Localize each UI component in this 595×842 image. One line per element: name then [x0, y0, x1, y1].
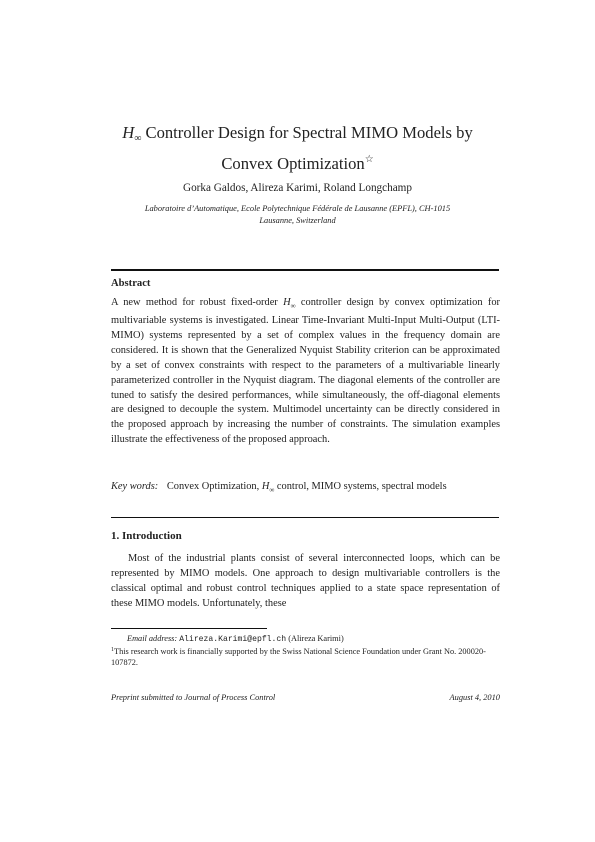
keywords — [111, 480, 500, 498]
abstract-h-symbol: H — [283, 297, 291, 308]
title-h-symbol: H — [122, 123, 135, 142]
abstract-top-rule — [111, 269, 499, 271]
abstract-heading: Abstract — [111, 278, 151, 289]
title-star-footnote-mark[interactable]: ☆ — [364, 154, 374, 165]
abstract-text-part1: A new method for robust fixed-order — [111, 297, 284, 308]
email-name: (Alireza Karimi) — [288, 634, 344, 643]
footnote-rule — [111, 628, 267, 629]
section-heading-introduction: 1. Introduction — [111, 530, 182, 542]
email-link[interactable]: Alireza.Karimi@epfl.ch — [179, 635, 287, 644]
author-list: Gorka Galdos, Alireza Karimi, Roland Longchamp — [183, 182, 412, 194]
paper-title — [95, 122, 500, 174]
title-line1: Controller Design for Spectral MIMO Models by — [141, 123, 473, 142]
introduction-text: Most of the industrial plants consist of several interconnected loops, which can be represented by MIMO models. One approach to design multivariable controllers is the classical optimal and robust control techniques applied to a state space representation of these MIMO models. Unfortunately, these — [111, 553, 500, 609]
title-h-subscript: ∞ — [134, 133, 142, 144]
page-footer — [111, 693, 500, 702]
footnote-funding-text: This research work is financially supported by the Swiss National Science Foundation under Grant No. 200020-107872. — [111, 647, 486, 667]
title-line2: Convex Optimization — [221, 154, 365, 173]
email-label: Email address: — [127, 634, 178, 643]
footnote-email — [111, 633, 500, 645]
keywords-h-subscript: ∞ — [269, 486, 275, 495]
keywords-h-symbol: H — [261, 481, 270, 492]
footer-journal: Preprint submitted to Journal of Process Control — [111, 693, 276, 702]
keywords-part2: control, MIMO systems, spectral models — [274, 481, 447, 492]
abstract-text — [111, 296, 500, 448]
abstract-text-part2: controller design by convex optimization for multivariable systems is investigated. Linear Time-Invariant Multi-Input Multi-Output (LTI-MIMO) systems represented by a set of complex values in the frequency domain are considered. It is shown that the Generalized Nyquist Stability criterion can be approximated by a set of convex constraints with respect to the parameters of a multivariable linearly parameterized controller in the Nyquist diagram. The diagonal elements of the controller are tuned to satisfy the desired performances, while simultaneously, the off-diagonal elements are designed to decouple the system. Multimodel uncertainty can be directly considered in the proposed approach by increasing the number of constraints. The simulation examples illustrate the effectiveness of the proposed approach. — [111, 297, 500, 446]
keywords-part1: Convex Optimization, — [166, 481, 262, 492]
footnote-mark: 1 — [111, 647, 114, 653]
keywords-label: Key words: — [111, 481, 159, 492]
affiliation — [110, 203, 485, 226]
footer-date: August 4, 2010 — [449, 693, 500, 702]
affiliation-line1: Laboratoire d’Automatique, Ecole Polytechnique Fédérale de Lausanne (EPFL), CH-1015 — [144, 204, 451, 213]
footnotes — [111, 633, 500, 668]
abstract-h-subscript: ∞ — [290, 302, 296, 311]
footnote-funding — [111, 645, 500, 668]
affiliation-line2: Lausanne, Switzerland — [259, 215, 336, 225]
abstract-bottom-rule — [111, 517, 499, 518]
